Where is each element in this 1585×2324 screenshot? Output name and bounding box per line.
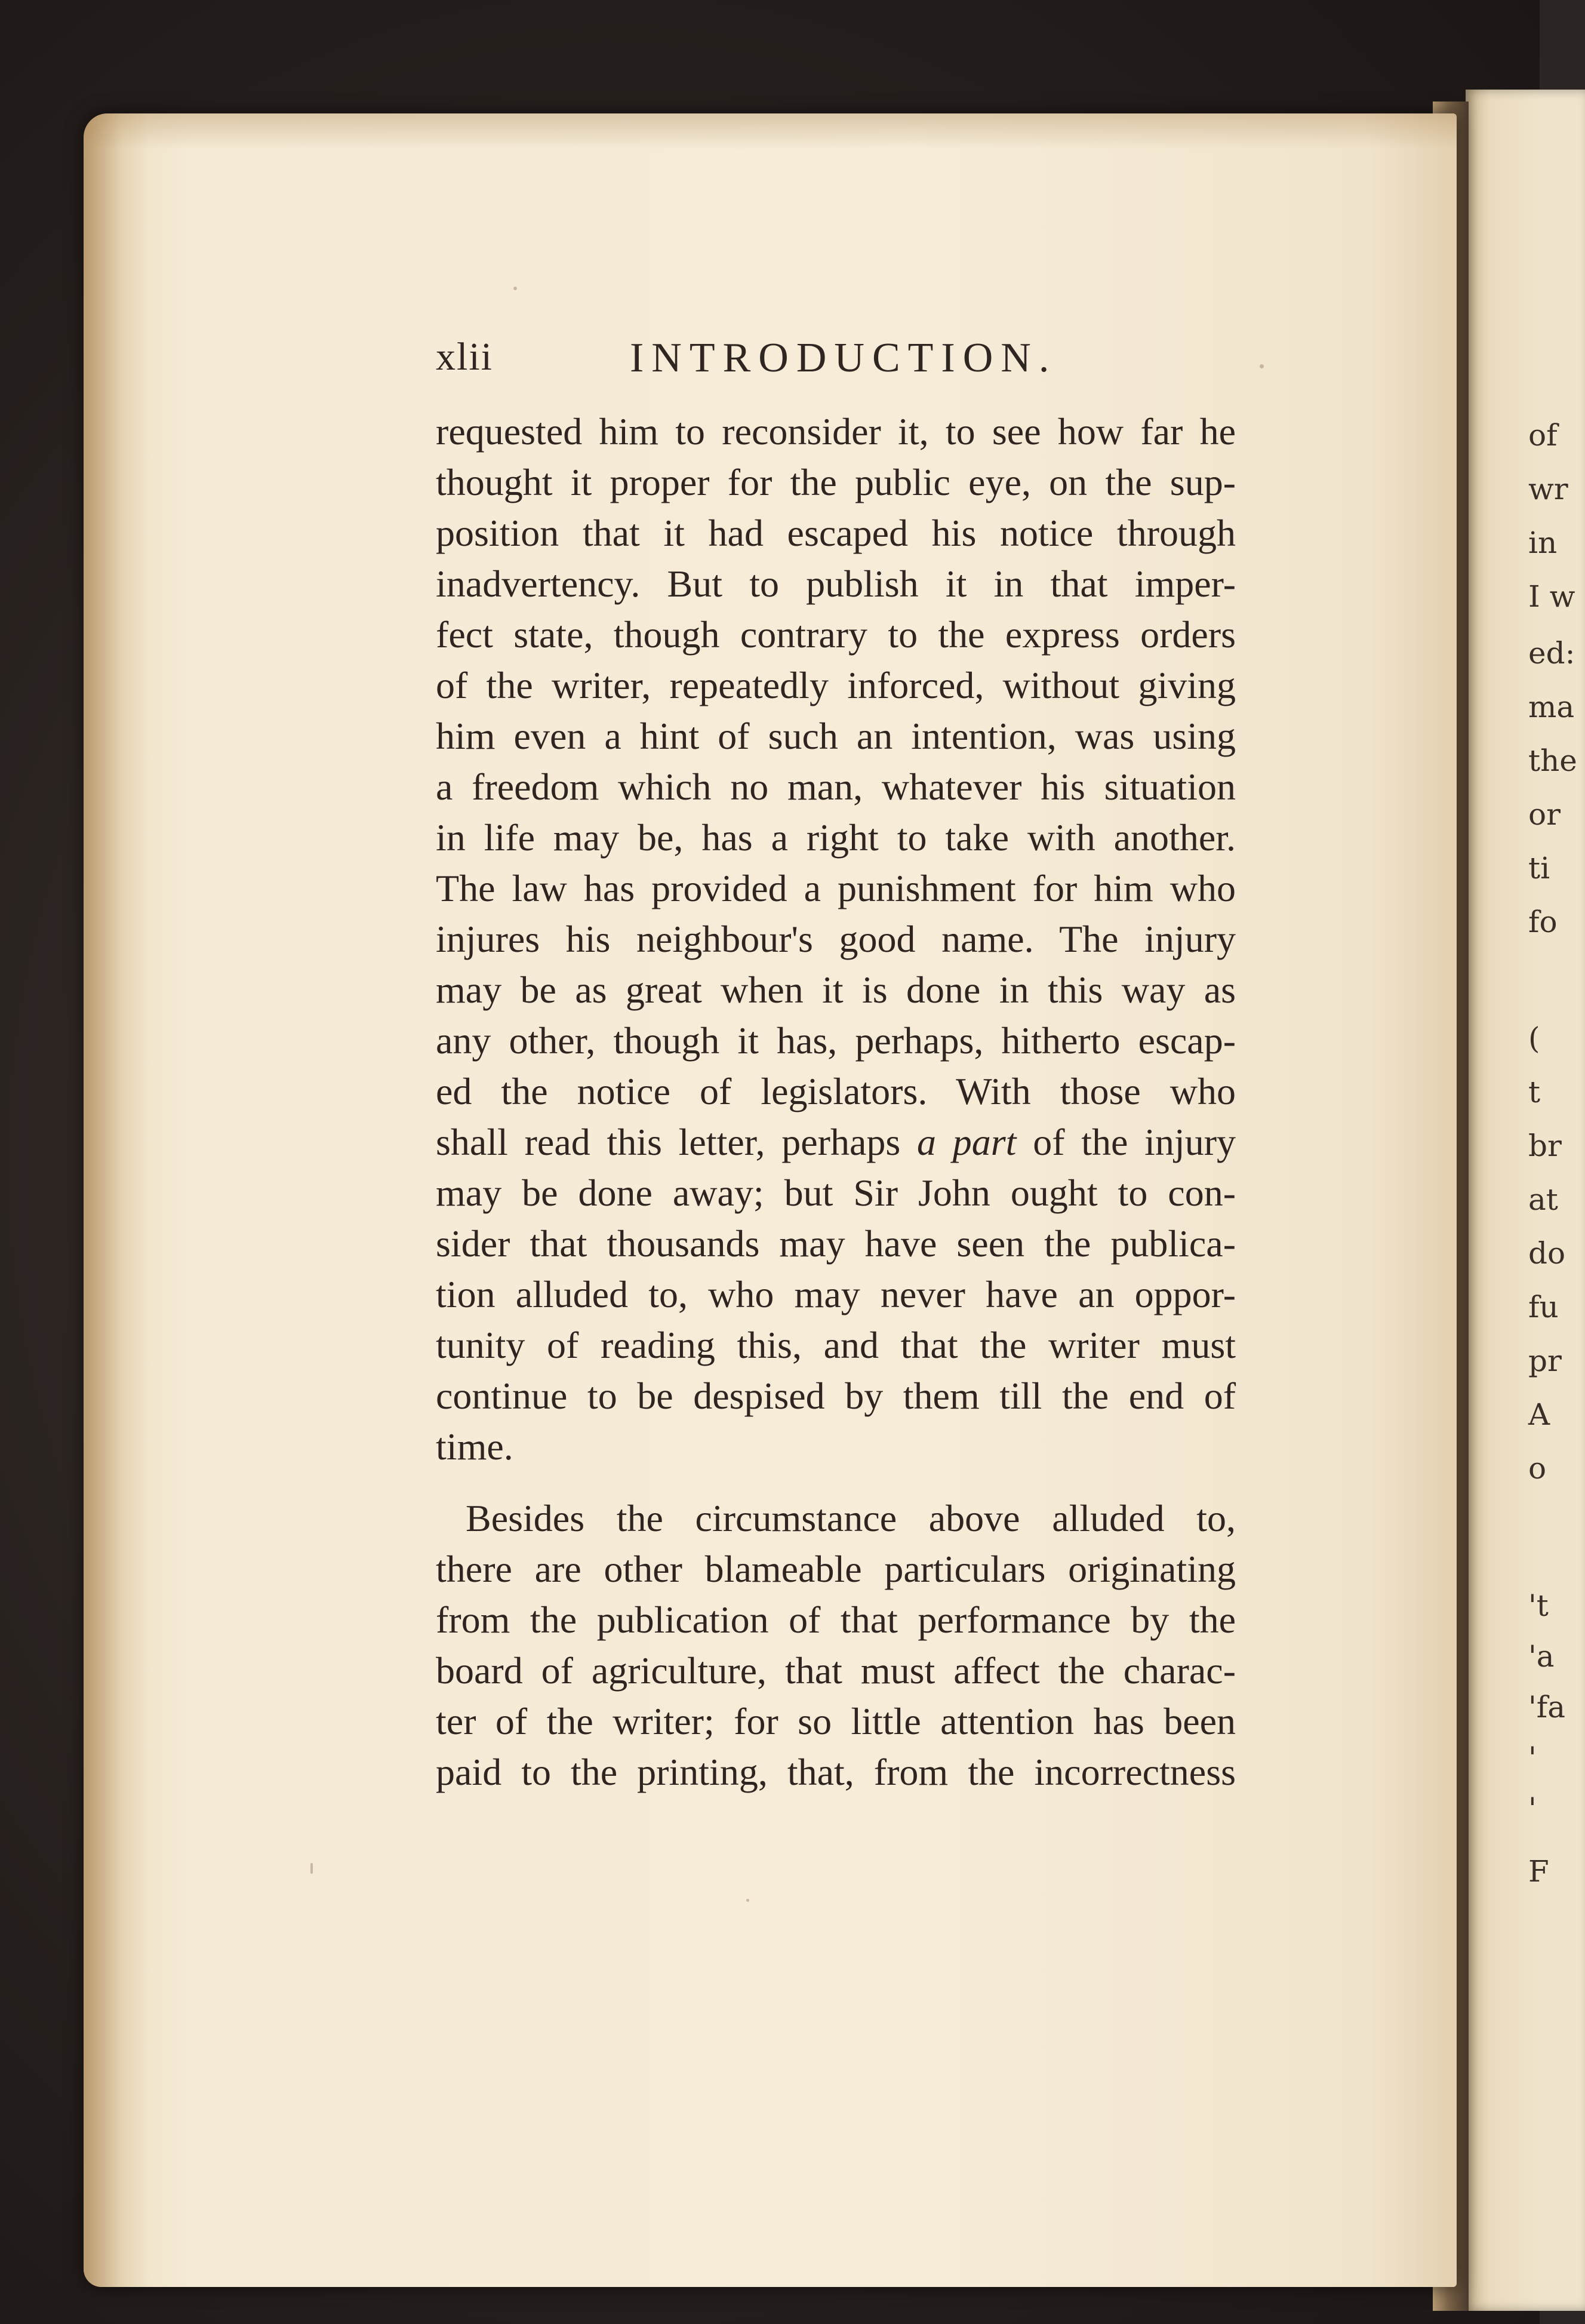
text-run: of the injury [1016, 1121, 1236, 1163]
cropped-word: 't [1528, 1588, 1549, 1623]
text-line: from the publication of that performance by the [436, 1598, 1236, 1641]
cropped-word: ( [1528, 1021, 1540, 1056]
cropped-word: F [1528, 1854, 1549, 1889]
page-header [436, 334, 1104, 388]
adjacent-page [1466, 90, 1585, 2311]
cropped-word: ti [1528, 851, 1550, 886]
cropped-word: I w [1528, 579, 1575, 614]
cropped-word: A [1528, 1397, 1550, 1432]
paper-speck [310, 1863, 313, 1874]
text-line: may be as great when it is done in this way as [436, 969, 1236, 1011]
cropped-word: 'a [1528, 1639, 1555, 1674]
cropped-word: br [1528, 1129, 1562, 1163]
text-line: him even a hint of such an intention, was using [436, 715, 1236, 757]
cropped-word: ed: [1528, 636, 1575, 671]
cropped-word: ' [1528, 1741, 1537, 1775]
text-line: continue to be despised by them till the end of [436, 1375, 1236, 1417]
cropped-word: 'fa [1528, 1690, 1566, 1724]
text-line [436, 1118, 1236, 1166]
italic-phrase: a part [917, 1121, 1017, 1163]
text-line: time. [436, 1425, 513, 1468]
text-line: a freedom which no man, whatever his situation [436, 766, 1236, 808]
cropped-word: do [1528, 1236, 1566, 1271]
text-line: position that it had escaped his notice through [436, 512, 1236, 554]
text-line: Besides the circumstance above alluded to, [466, 1497, 1236, 1539]
text-line: in life may be, has a right to take with another. [436, 816, 1236, 859]
cropped-word: the [1528, 743, 1577, 778]
text-line: paid to the printing, that, from the incorrectness [436, 1751, 1236, 1793]
text-line: board of agriculture, that must affect the charac- [436, 1649, 1236, 1692]
text-line: fect state, though contrary to the express orders [436, 613, 1236, 656]
cropped-word: ' [1528, 1791, 1537, 1826]
text-line: injures his neighbour's good name. The injury [436, 918, 1236, 960]
text-line: ed the notice of legislators. With those who [436, 1070, 1236, 1112]
running-head: INTRODUCTION. [630, 335, 1057, 381]
text-line: tunity of reading this, and that the writer must [436, 1324, 1236, 1366]
text-line: The law has provided a punishment for him who [436, 867, 1236, 909]
text-line: requested him to reconsider it, to see how far he [436, 410, 1236, 453]
cropped-word: in [1528, 525, 1558, 560]
cropped-word: fu [1528, 1290, 1559, 1324]
paper-speck [746, 1899, 749, 1902]
text-run: shall read this letter, perhaps [436, 1121, 918, 1163]
text-line: of the writer, repeatedly inforced, without giving [436, 664, 1236, 706]
text-line: sider that thousands may have seen the publica- [436, 1222, 1236, 1265]
cropped-word: o [1528, 1451, 1547, 1486]
cropped-word: pr [1528, 1344, 1562, 1378]
cropped-word: t [1528, 1075, 1541, 1109]
page-number: xlii [436, 335, 494, 379]
text-line: tion alluded to, who may never have an oppor- [436, 1273, 1236, 1315]
cropped-word: ma [1528, 690, 1575, 724]
text-line: ter of the writer; for so little attention has been [436, 1700, 1236, 1742]
paper-speck [513, 287, 517, 290]
cropped-word: of [1528, 418, 1558, 453]
cropped-word: or [1528, 797, 1561, 832]
text-line: may be done away; but Sir John ought to con- [436, 1172, 1236, 1214]
text-line: inadvertency. But to publish it in that imper- [436, 562, 1236, 605]
text-line: thought it proper for the public eye, on the sup- [436, 461, 1236, 503]
cropped-word: fo [1528, 905, 1558, 939]
cropped-word: wr [1528, 472, 1568, 506]
text-line: there are other blameable particulars originating [436, 1548, 1236, 1590]
text-line: any other, though it has, perhaps, hitherto escap- [436, 1019, 1236, 1062]
paper-speck [1260, 364, 1264, 368]
cropped-word: at [1528, 1182, 1558, 1217]
